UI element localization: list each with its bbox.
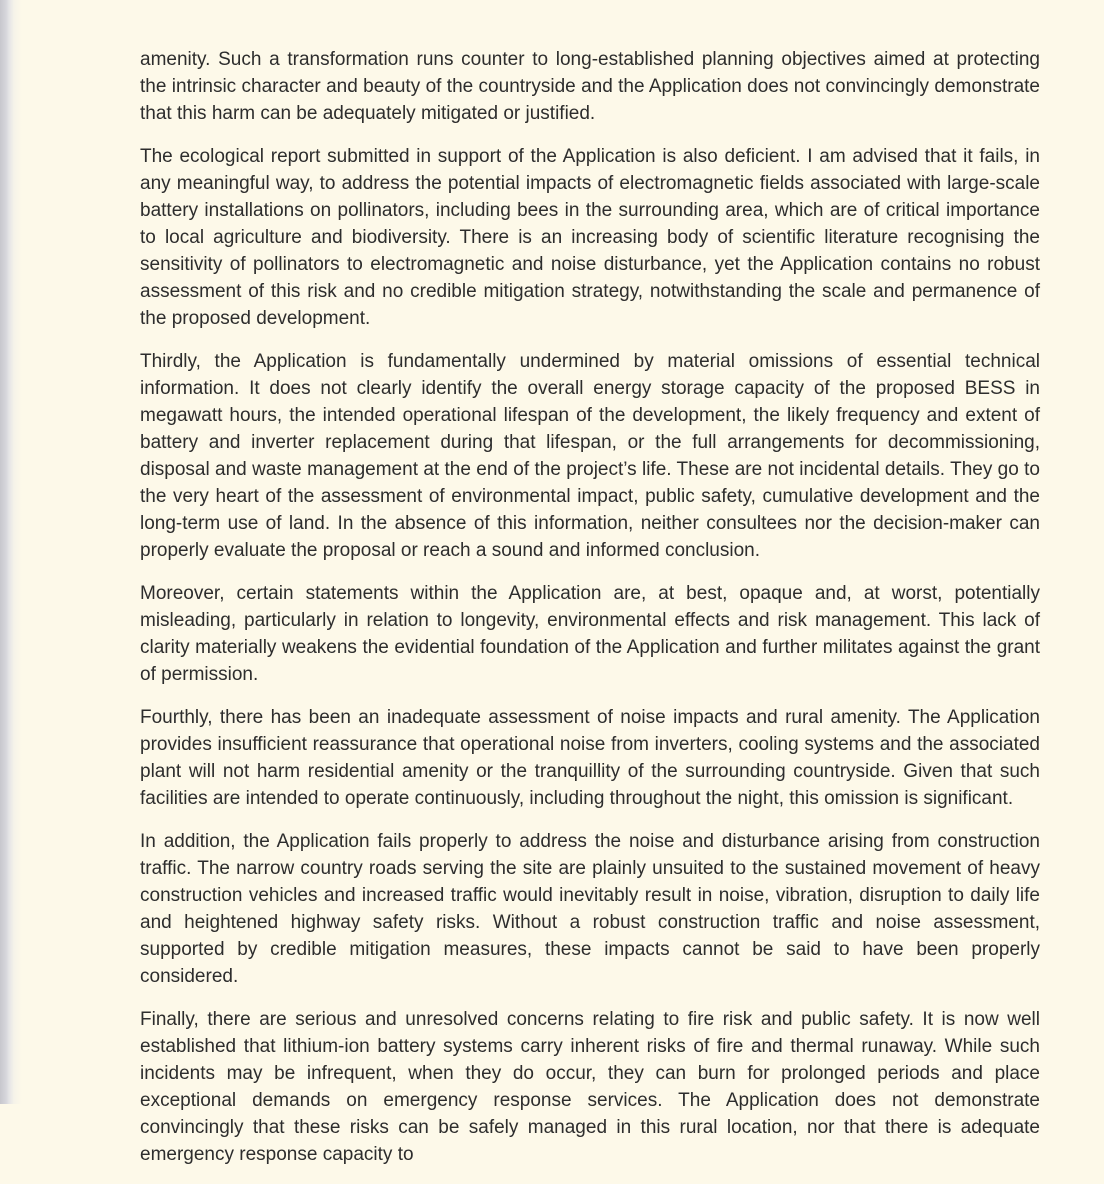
paragraph-construction-traffic: In addition, the Application fails properly to address the noise and disturbance arising from construction traffic. The narrow country roads serving the site are plainly unsuited to the sustained movement of heavy construction vehicles and increased traffic would inevitably result in noise, vibration, disruption to daily life and heightened highway safety risks. Without a robust construction traffic and noise assessment, supported by credible mitigation measures, these impacts cannot be said to have been properly considered. xyxy=(140,831,1040,987)
paragraph-ecological-report: The ecological report submitted in support of the Application is also deficient. I am advised that it fails, in any meaningful way, to address the potential impacts of electromagnetic fields associated with large-scale battery installations on pollinators, including bees in the surrounding area, which are of critical importance to local agriculture and biodiversity. There is an increasing body of scientific literature recognising the sensitivity of pollinators to electromagnetic and noise disturbance, yet the Application contains no robust assessment of this risk and no credible mitigation strategy, notwithstanding the scale and permanence of the proposed development. xyxy=(140,146,1040,329)
paragraph-finally-fire-risk: Finally, there are serious and unresolved concerns relating to fire risk and public safety. It is now well established that lithium-ion battery systems carry inherent risks of fire and thermal runaway. While such incidents may be infrequent, when they do occur, they can burn for prolonged periods and place exceptional demands on emergency response services. The Application does not demonstrate convincingly that these risks can be safely managed in this rural location, nor that there is adequate emergency response capacity to xyxy=(140,1009,1040,1165)
document-text-column xyxy=(140,46,1040,1184)
paragraph-thirdly-technical-omissions: Thirdly, the Application is fundamentally undermined by material omissions of essential technical information. It does not clearly identify the overall energy storage capacity of the proposed BESS in megawatt hours, the intended operational lifespan of the development, the likely frequency and extent of battery and inverter replacement during that lifespan, or the full arrangements for decommissioning, disposal and waste management at the end of the project’s life. These are not incidental details. They go to the very heart of the assessment of environmental impact, public safety, cumulative development and the long-term use of land. In the absence of this information, neither consultees nor the decision-maker can properly evaluate the proposal or reach a sound and informed conclusion. xyxy=(140,351,1040,561)
paragraph-fourthly-noise-assessment: Fourthly, there has been an inadequate assessment of noise impacts and rural amenity. The Application provides insufficient reassurance that operational noise from inverters, cooling systems and the associated plant will not harm residential amenity or the tranquillity of the surrounding countryside. Given that such facilities are intended to operate continuously, including throughout the night, this omission is significant. xyxy=(140,707,1040,809)
paragraph-amenity-harm: amenity. Such a transformation runs counter to long-established planning objectives aimed at protecting the intrinsic character and beauty of the countryside and the Application does not convincingly demonstrate that this harm can be adequately mitigated or justified. xyxy=(140,49,1040,124)
paragraph-moreover-misleading-statements: Moreover, certain statements within the Application are, at best, opaque and, at worst, potentially misleading, particularly in relation to longevity, environmental effects and risk management. This lack of clarity materially weakens the evidential foundation of the Application and further militates against the grant of permission. xyxy=(140,583,1040,685)
page-left-edge-shadow xyxy=(0,0,22,1104)
